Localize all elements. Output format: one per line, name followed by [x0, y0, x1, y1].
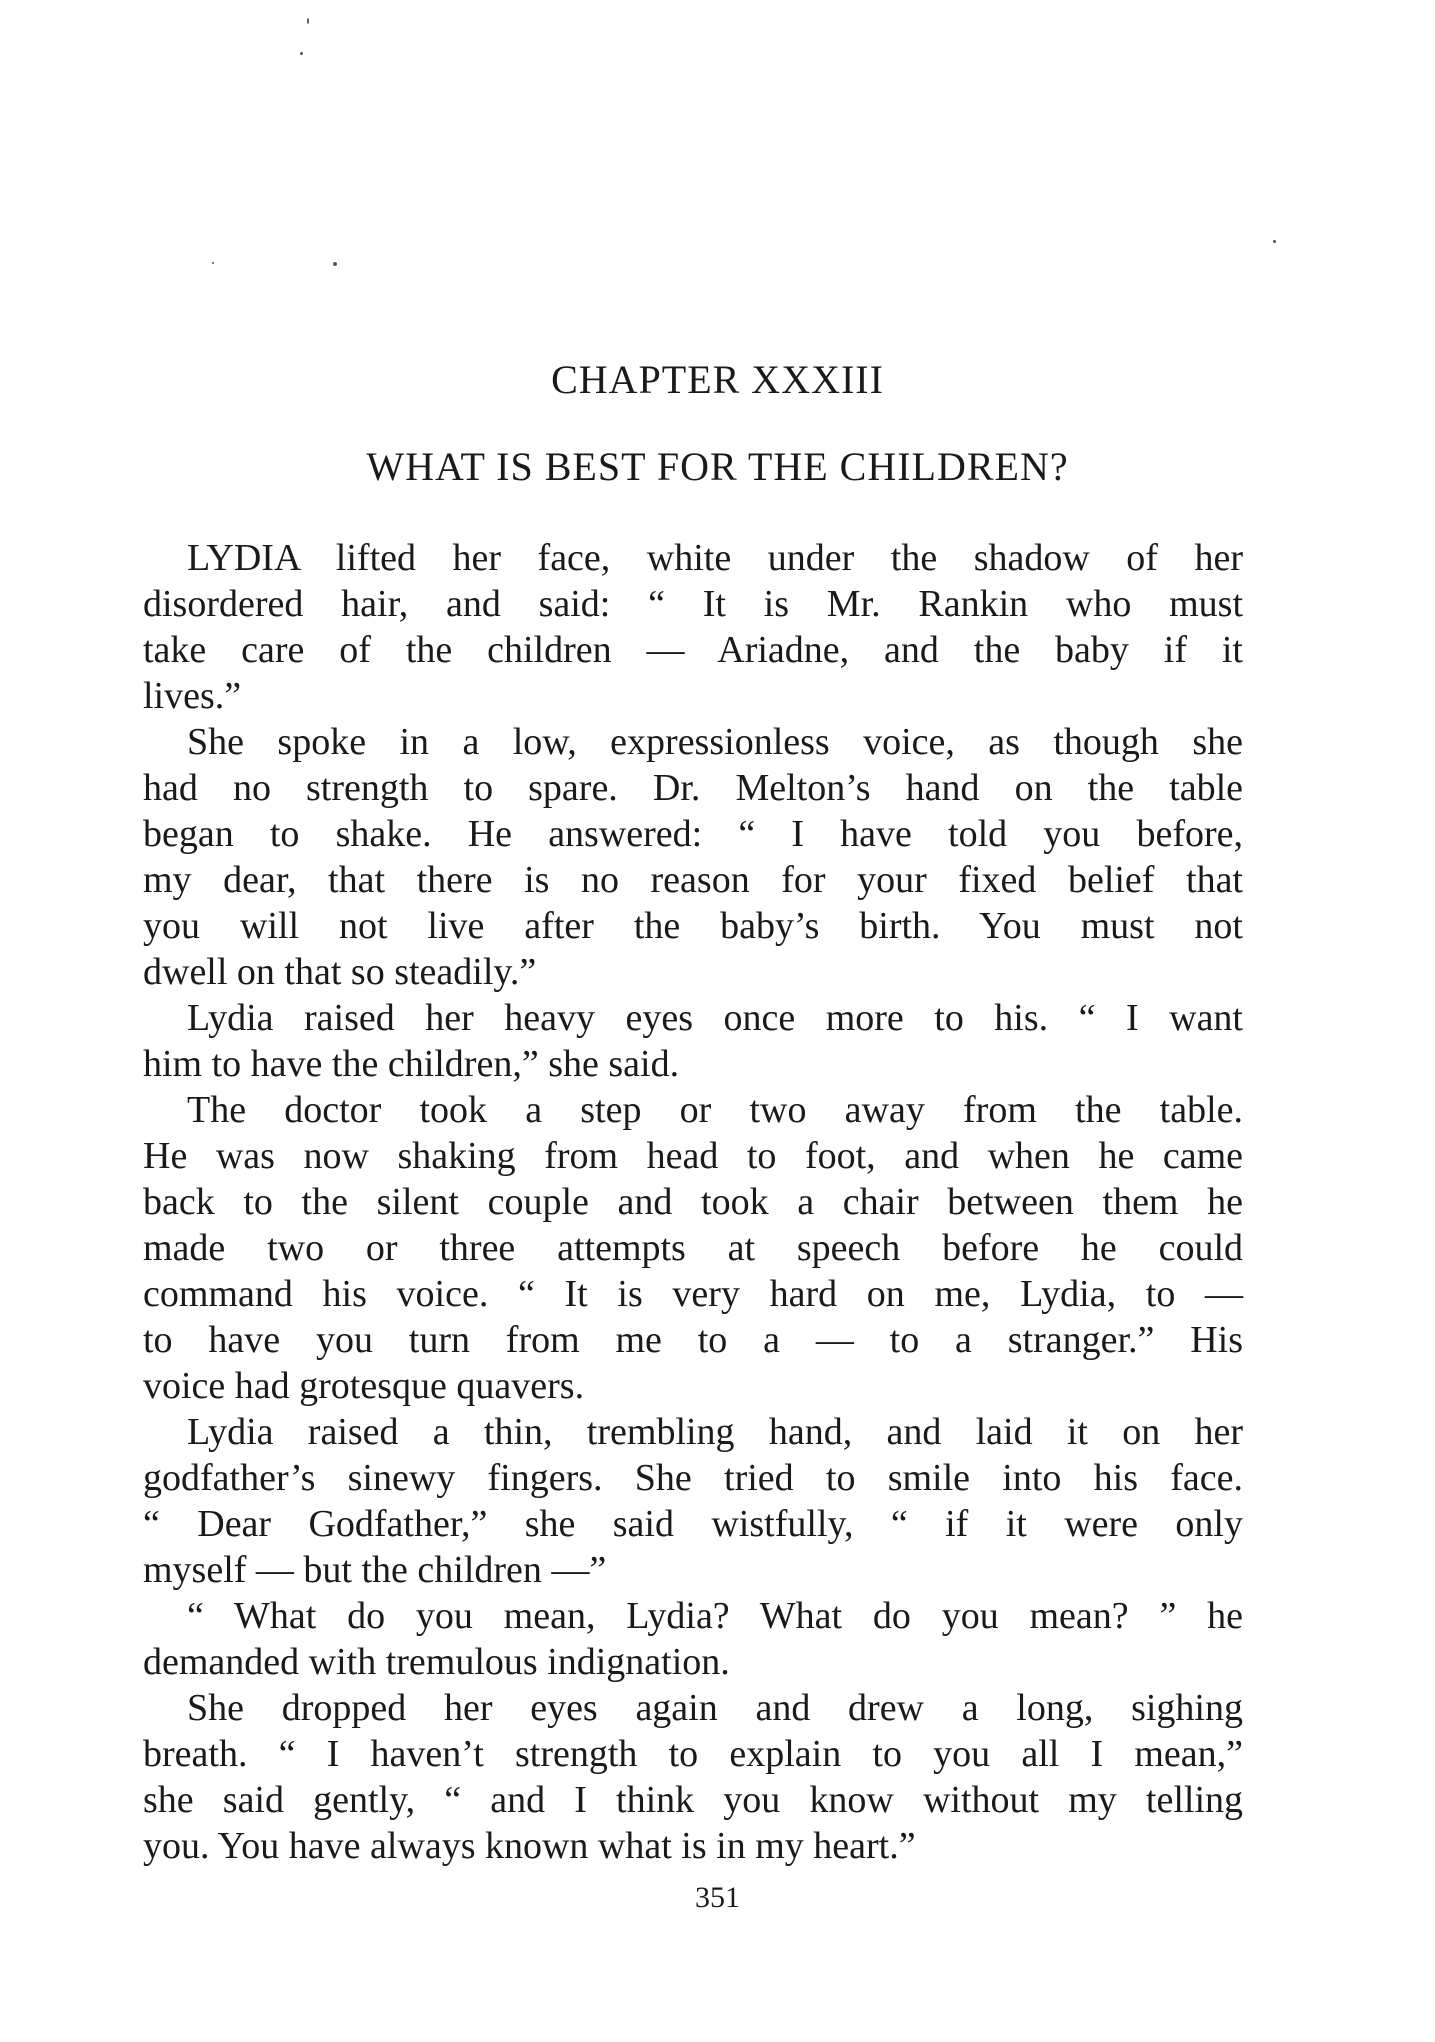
text-line: back to the silent couple and took a chair between them he [143, 1181, 1243, 1223]
text-line: dwell on that so steadily.” [143, 951, 537, 993]
text-line: “ Dear Godfather,” she said wistfully, “ if it were only [143, 1503, 1243, 1545]
text-line: to have you turn from me to a — to a stranger.” His [143, 1319, 1243, 1361]
text-line: Lydia raised her heavy eyes once more to his. “ I want [187, 997, 1243, 1039]
text-line: made two or three attempts at speech before he could [143, 1227, 1243, 1269]
text-line: disordered hair, and said: “ It is Mr. Rankin who must [143, 583, 1243, 625]
text-line: She dropped her eyes again and drew a long, sighing [187, 1687, 1243, 1729]
text-line: take care of the children — Ariadne, and the baby if it [143, 629, 1243, 671]
text-line: myself — but the children —” [143, 1549, 607, 1591]
text-line: He was now shaking from head to foot, and when he came [143, 1135, 1243, 1177]
print-speck [333, 262, 337, 266]
text-line: demanded with tremulous indignation. [143, 1641, 730, 1683]
body-text [143, 535, 1243, 1869]
text-line: Lydia raised a thin, trembling hand, and laid it on her [187, 1411, 1243, 1453]
text-line: She spoke in a low, expressionless voice, as though she [187, 721, 1243, 763]
text-line: command his voice. “ It is very hard on me, Lydia, to — [143, 1273, 1243, 1315]
text-line: The doctor took a step or two away from the table. [187, 1089, 1243, 1131]
text-line: you. You have always known what is in my heart.” [143, 1825, 916, 1867]
print-speck [212, 262, 214, 264]
text-line: began to shake. He answered: “ I have told you before, [143, 813, 1243, 855]
text-line: voice had grotesque quavers. [143, 1365, 585, 1407]
text-line: him to have the children,” she said. [143, 1043, 680, 1085]
text-line: had no strength to spare. Dr. Melton’s hand on the table [143, 767, 1243, 809]
text-line: she said gently, “ and I think you know without my telling [143, 1779, 1243, 1821]
print-speck [300, 52, 303, 55]
page-number: 351 [695, 1881, 740, 1914]
print-speck [307, 18, 309, 24]
chapter-number: CHAPTER XXXIII [551, 357, 884, 402]
text-line: “ What do you mean, Lydia? What do you mean? ” he [187, 1595, 1243, 1637]
text-line: my dear, that there is no reason for your fixed belief that [143, 859, 1243, 901]
text-line: godfather’s sinewy fingers. She tried to smile into his face. [143, 1457, 1243, 1499]
print-speck [1273, 240, 1276, 243]
text-line: breath. “ I haven’t strength to explain to you all I mean,” [143, 1733, 1243, 1775]
chapter-title: WHAT IS BEST FOR THE CHILDREN? [366, 444, 1069, 489]
text-line: you will not live after the baby’s birth. You must not [143, 905, 1243, 947]
text-line: LYDIA lifted her face, white under the shadow of her [187, 537, 1243, 579]
text-line: lives.” [143, 675, 242, 717]
